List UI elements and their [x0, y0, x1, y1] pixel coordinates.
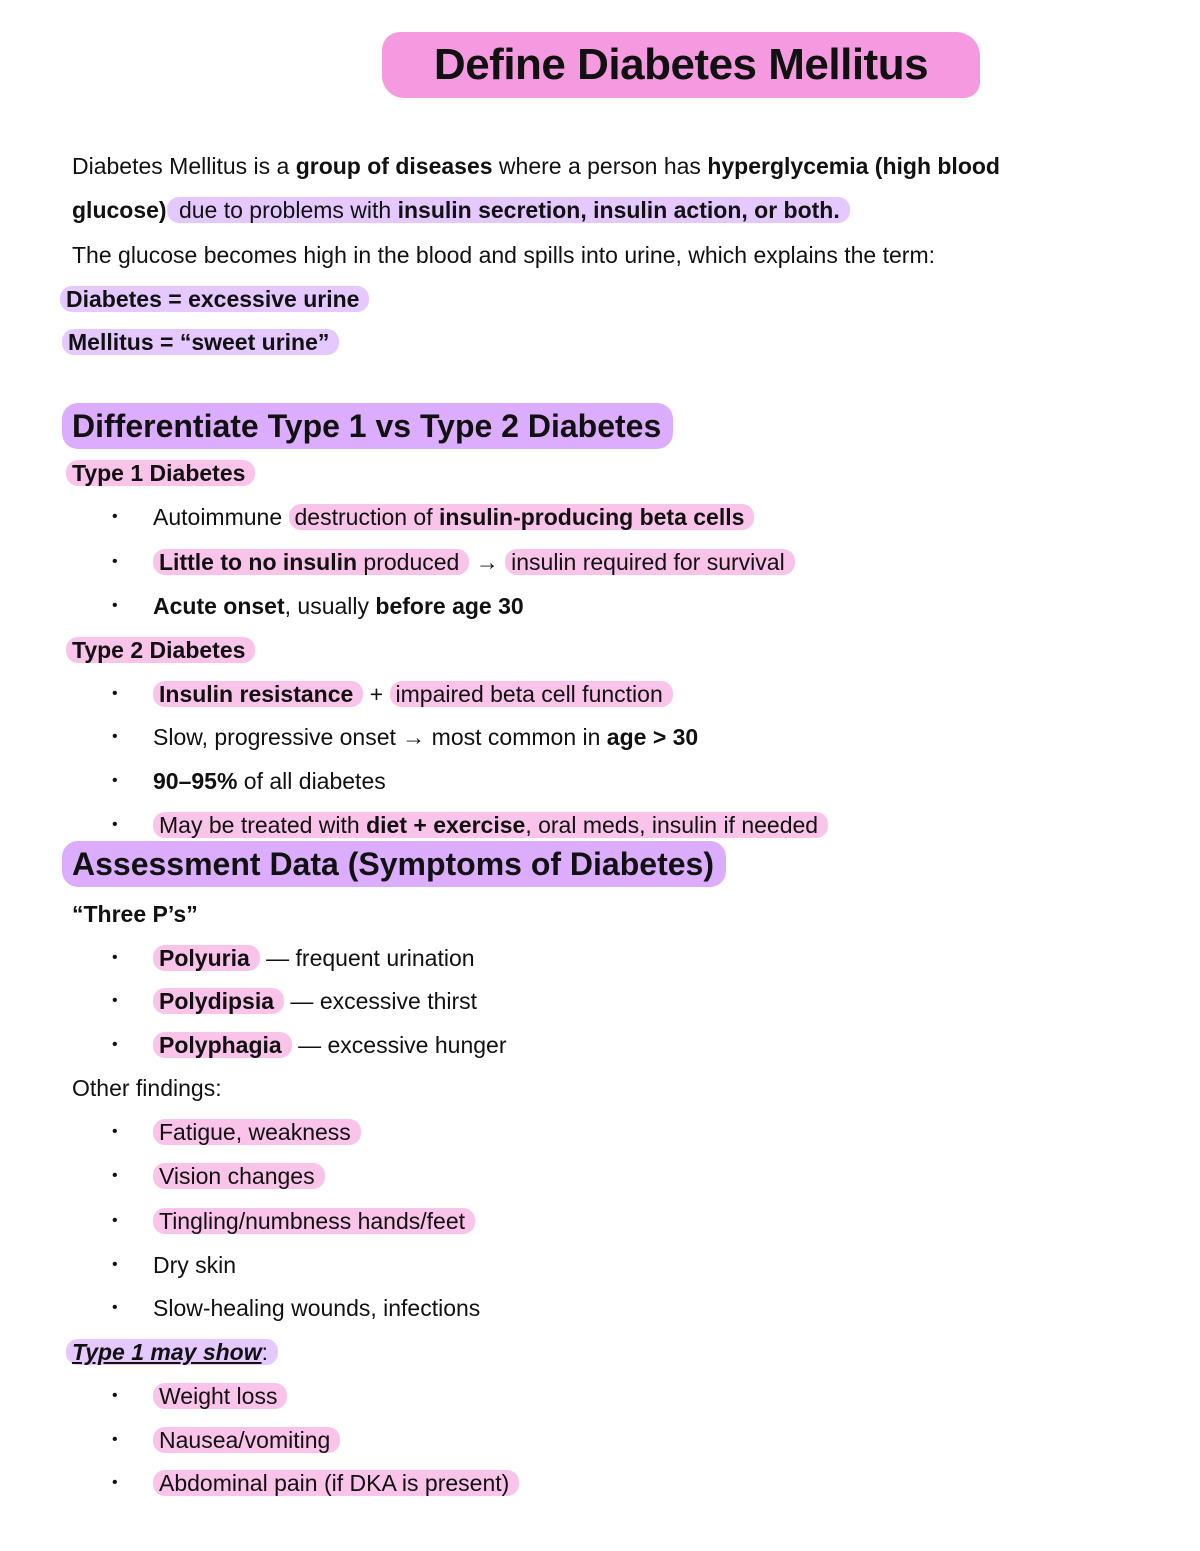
bullet-icon: • [112, 816, 118, 833]
bullet-icon: • [112, 553, 118, 570]
bold-text: 90–95% [153, 768, 238, 794]
bold-text: hyperglycemia (high blood [707, 153, 1000, 179]
bullet-icon: • [112, 1474, 118, 1491]
text: due to problems with [172, 197, 398, 223]
text: excessive hunger [327, 1032, 507, 1058]
bullet-icon: • [112, 1387, 118, 1404]
definition-line-3: The glucose becomes high in the blood and spills into urine, which explains the term: [72, 242, 935, 268]
bullet-icon: • [112, 685, 118, 702]
list-item [112, 679, 673, 709]
list-item [112, 986, 477, 1016]
bullet-icon: • [112, 508, 118, 525]
bullet-icon: • [112, 1299, 118, 1316]
type1-label-text: Type 1 Diabetes [66, 460, 255, 486]
bullet-icon: • [112, 949, 118, 966]
bullet-icon: • [112, 1256, 118, 1273]
term-mellitus-text: Mellitus = “sweet urine” [62, 329, 339, 355]
list-item [112, 1468, 519, 1498]
text: — [291, 1032, 328, 1058]
bold-text: Little to no insulin [159, 549, 358, 575]
list-item [112, 1381, 287, 1411]
pink-highlight: Tingling/numbness hands/feet [153, 1208, 475, 1234]
bullet-icon: • [112, 728, 118, 745]
list-item [112, 766, 386, 796]
pink-highlight: Polyuria [153, 945, 260, 971]
bullet-icon: • [112, 1212, 118, 1229]
list-item [112, 1117, 361, 1147]
page-title [382, 32, 980, 98]
text: where a person has [492, 153, 708, 179]
italic-underlined-text: Type 1 may show [72, 1339, 262, 1365]
list-item [112, 1030, 506, 1060]
bullet-icon: • [112, 1431, 118, 1448]
list-item [112, 1161, 325, 1191]
list-item [112, 722, 698, 752]
text: Autoimmune [153, 504, 289, 530]
pink-highlight: Polyphagia [153, 1032, 292, 1058]
text: Dry skin [153, 1252, 237, 1278]
text: excessive thirst [319, 988, 478, 1014]
section-heading-assessment: Assessment Data (Symptoms of Diabetes) [62, 841, 726, 887]
definition-line-2 [72, 195, 850, 225]
type1-may-show-label [66, 1337, 278, 1367]
bullet-icon: • [112, 992, 118, 1009]
bold-text: age > 30 [606, 724, 699, 750]
arrow-text: → [469, 549, 506, 575]
pink-highlight: Vision changes [153, 1163, 325, 1189]
text: frequent urination [295, 945, 475, 971]
bold-text: diet + exercise [366, 812, 526, 838]
pink-highlight: Fatigue, weakness [153, 1119, 361, 1145]
text: — [284, 988, 320, 1014]
pink-highlight [153, 549, 469, 575]
text: Slow-healing wounds, infections [153, 1295, 481, 1321]
text: May be treated with [159, 812, 367, 838]
list-item [112, 547, 795, 577]
type1-label [66, 458, 255, 488]
pink-highlight [289, 504, 755, 530]
text: produced [357, 549, 460, 575]
text: : [261, 1339, 268, 1365]
bullet-icon: • [112, 1036, 118, 1053]
violet-highlight [66, 1339, 278, 1365]
list-item [112, 591, 524, 621]
bold-text: Acute onset [153, 593, 285, 619]
type2-label [66, 635, 255, 665]
type2-label-text: Type 2 Diabetes [66, 637, 255, 663]
bold-text: group of diseases [295, 153, 493, 179]
definition-line-1 [72, 151, 1000, 181]
pink-highlight: Abdominal pain (if DKA is present) [153, 1470, 519, 1496]
term-diabetes [60, 284, 369, 314]
page-title-text: Define Diabetes Mellitus [433, 40, 929, 89]
bullet-icon: • [112, 597, 118, 614]
violet-highlight [167, 197, 850, 223]
bold-text: insulin-producing beta cells [438, 504, 745, 530]
text: destruction of [294, 504, 439, 530]
bullet-icon: • [112, 772, 118, 789]
bullet-icon: • [112, 1123, 118, 1140]
text: , usually [284, 593, 376, 619]
section-heading-differentiate: Differentiate Type 1 vs Type 2 Diabetes [62, 403, 673, 449]
pink-highlight: insulin required for survival [505, 549, 795, 575]
list-item [112, 1293, 480, 1323]
list-item [112, 502, 754, 532]
list-item [112, 810, 828, 840]
list-item [112, 943, 475, 973]
term-mellitus [62, 327, 339, 357]
text: + [363, 681, 390, 707]
pink-highlight: Nausea/vomiting [153, 1427, 340, 1453]
pink-highlight: Insulin resistance [153, 681, 363, 707]
pink-highlight: Polydipsia [153, 988, 284, 1014]
text: Diabetes Mellitus is a [72, 153, 296, 179]
pink-highlight: Weight loss [153, 1383, 287, 1409]
bullet-icon: • [112, 1167, 118, 1184]
list-item [112, 1206, 475, 1236]
pink-highlight: impaired beta cell function [390, 681, 673, 707]
list-item [112, 1425, 340, 1455]
term-diabetes-text: Diabetes = excessive urine [60, 286, 369, 312]
bold-text: before age 30 [375, 593, 524, 619]
text: Slow, progressive onset → most common in [153, 724, 607, 750]
other-findings-label: Other findings: [72, 1075, 222, 1101]
text: , oral meds, insulin if needed [525, 812, 819, 838]
pink-highlight [153, 812, 828, 838]
bold-text: insulin secretion, insulin action, or both. [397, 197, 840, 223]
list-item [112, 1250, 236, 1280]
text: — [259, 945, 296, 971]
text: of all diabetes [237, 768, 386, 794]
three-ps-label: “Three P’s” [72, 901, 198, 927]
bold-text: glucose) [72, 197, 167, 223]
